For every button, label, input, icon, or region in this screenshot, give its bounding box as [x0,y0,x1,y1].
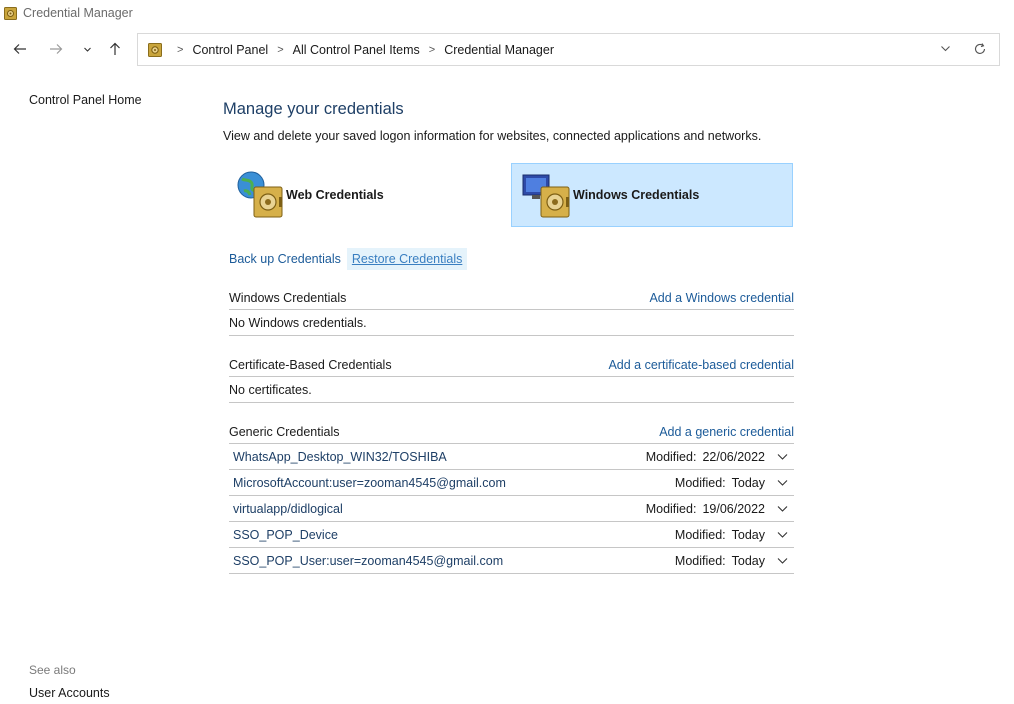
credential-name: virtualapp/didlogical [233,501,343,516]
page-description: View and delete your saved logon information for websites, connected applications and networks. [223,129,762,143]
section-title: Certificate-Based Credentials [229,357,392,372]
modified-date: Today [731,475,765,490]
breadcrumb-control-panel[interactable]: Control Panel [192,42,269,57]
windows-credentials-icon [521,169,573,221]
credential-name: MicrosoftAccount:user=zooman4545@gmail.com [233,475,506,490]
credential-name: WhatsApp_Desktop_WIN32/TOSHIBA [233,449,447,464]
page-title: Manage your credentials [223,100,404,118]
section-title: Windows Credentials [229,290,347,305]
restore-credentials-link[interactable]: Restore Credentials [347,248,467,270]
credential-modified [646,450,765,464]
breadcrumb-separator[interactable]: > [277,43,284,56]
credential-modified [646,502,765,516]
add-generic-credential-link[interactable]: Add a generic credential [659,424,794,439]
breadcrumb-credential-manager[interactable]: Credential Manager [444,42,554,57]
back-button[interactable] [9,38,31,60]
window-title: Credential Manager [23,6,133,20]
windows-credentials-tile[interactable] [511,163,793,227]
modified-label: Modified: [674,527,726,542]
expand-chevron-icon[interactable] [777,556,788,565]
control-panel-home-link[interactable]: Control Panel Home [29,93,142,107]
modified-label: Modified: [674,553,726,568]
add-windows-credential-link[interactable]: Add a Windows credential [649,290,794,305]
modified-label: Modified: [645,449,697,464]
back-up-credentials-link[interactable]: Back up Credentials [229,251,341,266]
credential-name: SSO_POP_Device [233,527,338,542]
section-header [229,286,794,310]
web-credentials-tile[interactable] [229,163,509,227]
address-dropdown-icon[interactable] [940,43,951,54]
credential-modified [675,476,765,490]
forward-arrow-icon [49,42,63,56]
credential-row[interactable] [229,496,794,522]
title-bar [0,0,1014,26]
credential-row[interactable] [229,522,794,548]
expand-chevron-icon[interactable] [777,504,788,513]
chevron-down-icon [83,45,92,54]
up-button[interactable] [104,38,126,60]
user-accounts-link[interactable]: User Accounts [29,686,110,700]
empty-message: No Windows credentials. [229,310,794,336]
expand-chevron-icon[interactable] [777,530,788,539]
modified-date: Today [731,527,765,542]
modified-date: 19/06/2022 [702,501,765,516]
expand-chevron-icon[interactable] [777,452,788,461]
control-panel-icon [148,43,162,57]
credential-manager-icon [4,7,17,20]
web-credentials-icon [234,169,286,221]
see-also-heading: See also [29,663,76,677]
windows-credentials-section [229,286,794,336]
credential-modified [675,528,765,542]
breadcrumb-separator[interactable]: > [177,43,184,56]
certificate-credentials-section [229,353,794,403]
credential-actions [229,247,467,270]
navigation-bar [0,32,1014,68]
windows-credentials-label: Windows Credentials [573,188,700,202]
generic-credentials-section [229,420,794,574]
up-arrow-icon [108,42,122,56]
modified-date: Today [731,553,765,568]
credential-row[interactable] [229,470,794,496]
section-header [229,353,794,377]
modified-label: Modified: [645,501,697,516]
empty-message: No certificates. [229,377,794,403]
add-certificate-credential-link[interactable]: Add a certificate-based credential [608,357,794,372]
credential-modified [675,554,765,568]
credential-row[interactable] [229,444,794,470]
breadcrumb-separator[interactable]: > [428,43,436,56]
web-credentials-label: Web Credentials [286,188,384,202]
section-header [229,420,794,444]
address-bar[interactable] [137,33,1000,66]
recent-locations-button[interactable] [76,38,98,60]
breadcrumb-all-items[interactable]: All Control Panel Items [292,42,420,57]
modified-label: Modified: [674,475,726,490]
section-title: Generic Credentials [229,424,340,439]
credential-row[interactable] [229,548,794,574]
forward-button[interactable] [45,38,67,60]
modified-date: 22/06/2022 [702,449,765,464]
credential-name: SSO_POP_User:user=zooman4545@gmail.com [233,553,504,568]
expand-chevron-icon[interactable] [777,478,788,487]
back-arrow-icon [13,42,27,56]
refresh-icon[interactable] [973,42,987,56]
